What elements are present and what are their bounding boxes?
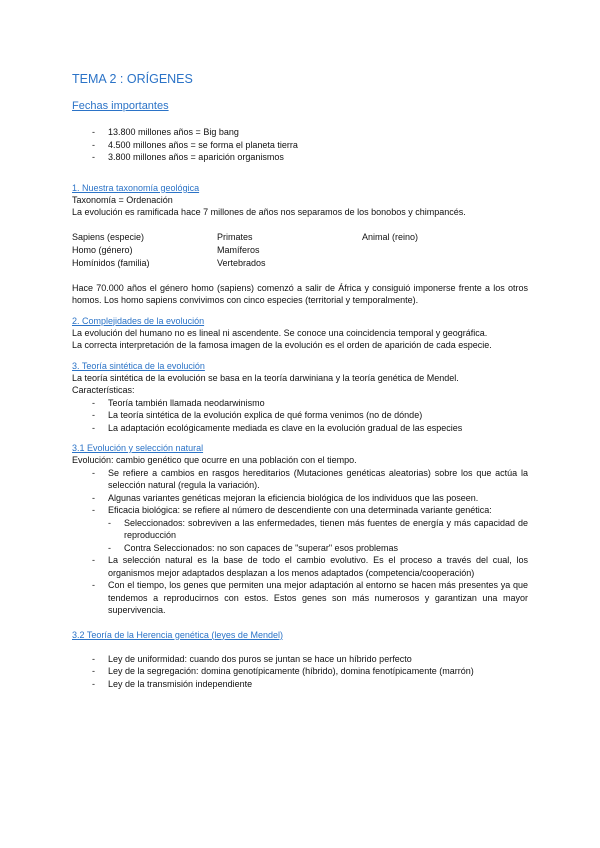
list-item: - Ley de la segregación: domina genotípicamente (híbrido), domina fenotípicamente (marrón): [92, 665, 528, 678]
section-3-1-list: [72, 467, 528, 517]
taxonomy-cell: Homo (género): [72, 244, 133, 255]
section-3-1-intro: Evolución: cambio genético que ocurre en una población con el tiempo.: [72, 455, 357, 465]
taxonomy-cell: [362, 257, 528, 270]
section-1-heading: 1. Nuestra taxonomía geológica: [72, 182, 200, 193]
section-1-line: Taxonomía = Ordenación: [72, 194, 173, 205]
section-3-2-list: [72, 653, 528, 691]
taxonomy-cell: Homínidos (familia): [72, 257, 150, 268]
taxonomy-cell: Vertebrados: [217, 257, 266, 268]
taxonomy-cell: Animal (reino): [362, 231, 419, 242]
taxonomy-cell: [362, 244, 528, 257]
section-2-heading: 2. Complejidades de la evolución: [72, 315, 205, 326]
list-item: - Ley de uniformidad: cuando dos puros se juntan se hace un híbrido perfecto: [92, 653, 528, 666]
list-item: - Con el tiempo, los genes que permiten una mejor adaptación al entorno se hacen más presentes ya que tendemos a reproducirnos con estos. Estos genes son más numerosos y garantizan una mayor supervivencia.: [92, 579, 528, 617]
section-3-list: [72, 397, 528, 435]
list-item: - Se refiere a cambios en rasgos hereditarios (Mutaciones genéticas aleatorias) sobre los que actúa la selección natural (regula la variación).: [92, 467, 528, 492]
list-item: - Teoría también llamada neodarwinismo: [92, 397, 528, 410]
list-item: - La adaptación ecológicamente mediada es clave en la evolución gradual de las especies: [92, 422, 528, 435]
list-item: - 3.800 millones años = aparición organismos: [92, 151, 528, 164]
taxonomy-cell: Sapiens (especie): [72, 231, 145, 242]
section-3-1-heading: 3.1 Evolución y selección natural: [72, 443, 204, 453]
section-3-paragraph: La teoría sintética de la evolución se basa en la teoría darwiniana y la teoría genética de Mendel.: [72, 372, 459, 383]
page-title: TEMA 2 : ORÍGENES: [72, 72, 193, 86]
list-item: - 4.500 millones años = se forma el planeta tierra: [92, 139, 528, 152]
section-2-paragraph: La correcta interpretación de la famosa imagen de la evolución es el orden de aparición de cada especie.: [72, 340, 492, 350]
list-item: - 13.800 millones años = Big bang: [92, 126, 528, 139]
section-3-heading: 3. Teoría sintética de la evolución: [72, 360, 205, 371]
fechas-heading: Fechas importantes: [72, 100, 169, 112]
section-3-paragraph: Características:: [72, 385, 135, 395]
taxonomy-grid: [72, 231, 528, 270]
section-1-paragraph: Hace 70.000 años el género homo (sapiens) comenzó a salir de África y consiguió imponerse frente a los otros homos. Los homo sapiens convivimos con cinco especies (territorial y temporalmente).: [72, 282, 528, 305]
list-item: - Eficacia biológica: se refiere al número de descendiente con una determinada variante genética:: [92, 504, 528, 517]
section-2-paragraph: La evolución del humano no es lineal ni ascendente. Se conoce una coincidencia temporal y geográfica.: [72, 327, 488, 338]
section-1-line: La evolución es ramificada hace 7 millones de años nos separamos de los bonobos y chimpancés.: [72, 207, 466, 217]
section-3-1-sublist: [72, 517, 528, 555]
list-item: - Seleccionados: sobreviven a las enfermedades, tienen más fuentes de energía y más capacidad de reproducción: [108, 517, 528, 542]
section-3-1-list-continued: [72, 554, 528, 617]
list-item: - La teoría sintética de la evolución explica de qué forma venimos (no de dónde): [92, 409, 528, 422]
list-item: - Ley de la transmisión independiente: [92, 678, 528, 691]
taxonomy-cell: Mamíferos: [217, 244, 260, 255]
fechas-list: [72, 126, 528, 164]
list-item: - Algunas variantes genéticas mejoran la eficiencia biológica de los individuos que las poseen.: [92, 492, 528, 505]
section-3-2-heading: 3.2 Teoría de la Herencia genética (leyes de Mendel): [72, 629, 283, 640]
list-item: - Contra Seleccionados: no son capaces de "superar" esos problemas: [108, 542, 528, 555]
list-item: - La selección natural es la base de todo el cambio evolutivo. Es el proceso a través del cual, los organismos mejor adaptados desplazan a los menos adaptados (competencia/cooperación): [92, 554, 528, 579]
taxonomy-cell: Primates: [217, 231, 253, 242]
